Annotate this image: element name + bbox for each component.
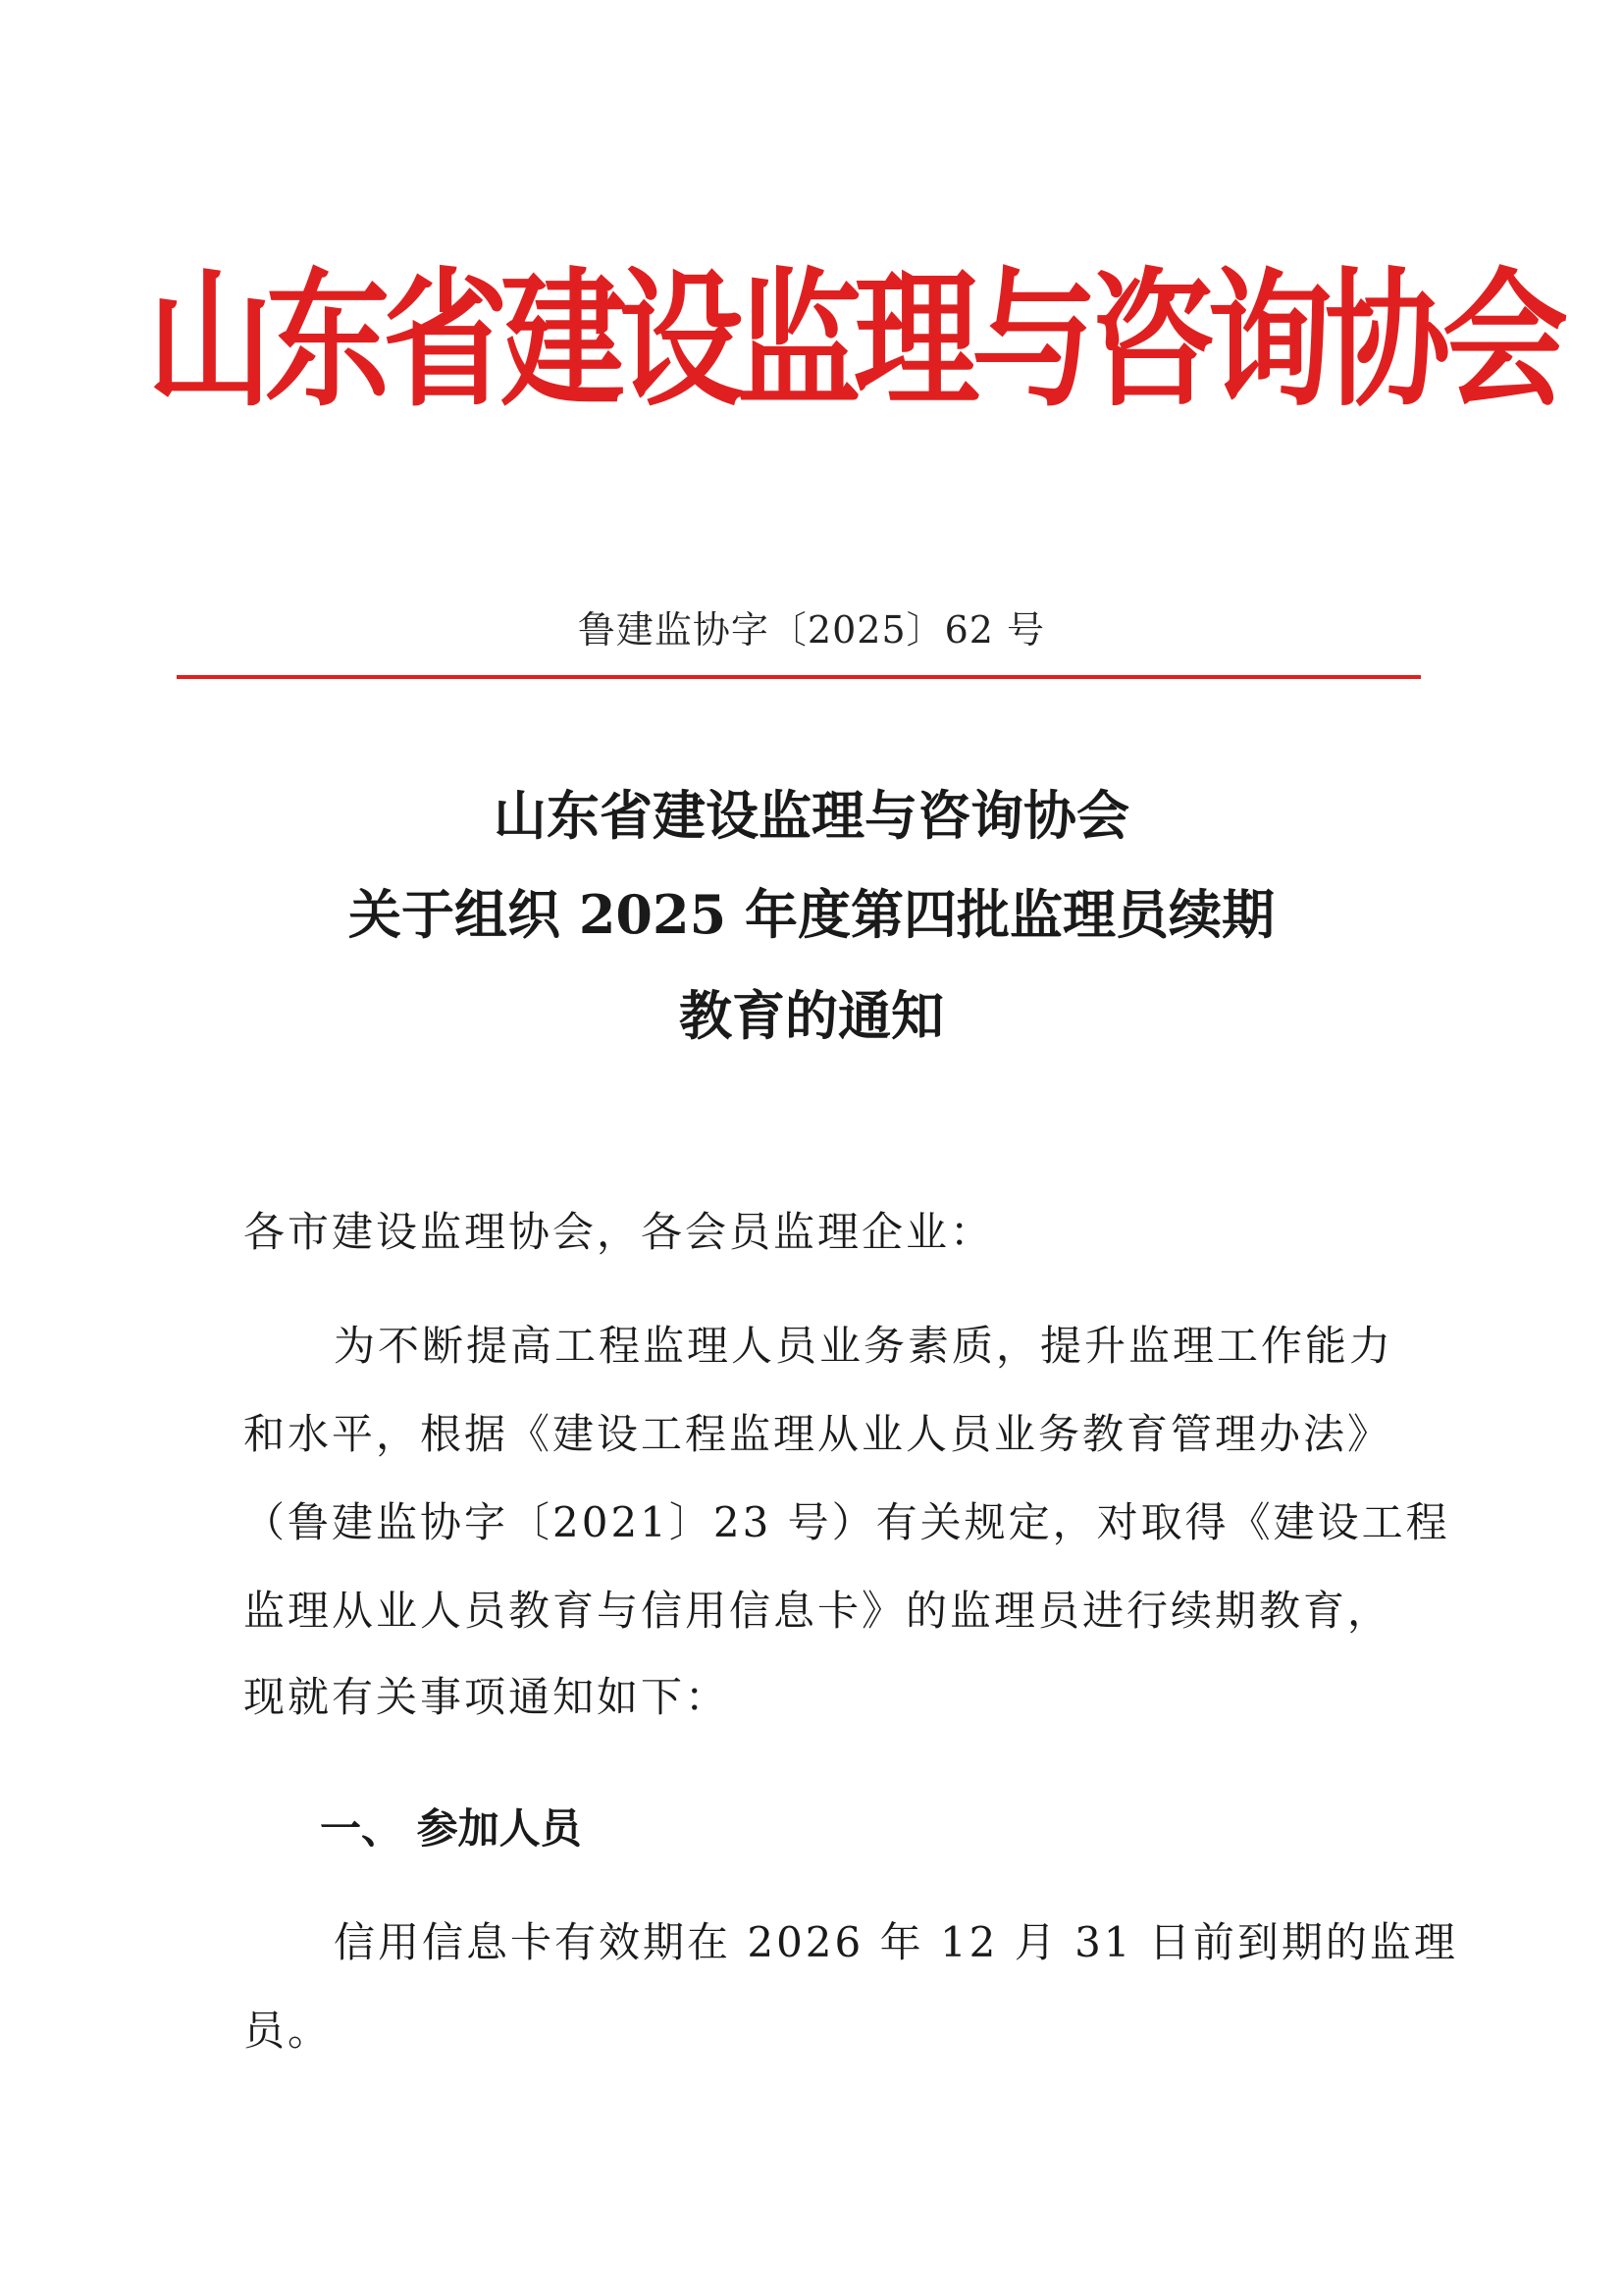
title-line-1: 山东省建设监理与咨询协会 <box>494 784 1129 847</box>
paragraph-line: 监理从业人员教育与信用信息卡》的监理员进行续期教育， <box>243 1587 1392 1635</box>
section-line: 员。 <box>243 2007 333 2055</box>
document-number: 鲁建监协字〔2025〕62 号 <box>577 608 1046 652</box>
paragraph-line: 为不断提高工程监理人员业务素质，提升监理工作能力 <box>334 1322 1394 1370</box>
letterhead-divider <box>177 675 1421 679</box>
paragraph-line: 现就有关事项通知如下： <box>243 1673 730 1721</box>
section-heading: 一、 参加人员 <box>320 1804 582 1852</box>
paragraph-line: （鲁建监协字〔2021〕23 号）有关规定，对取得《建设工程 <box>243 1498 1450 1546</box>
title-line-2: 关于组织 2025 年度第四批监理员续期 <box>348 883 1275 946</box>
section-line: 信用信息卡有效期在 2026 年 12 月 31 日前到期的监理 <box>334 1918 1458 1966</box>
paragraph-line: 和水平，根据《建设工程监理从业人员业务教育管理办法》 <box>243 1410 1392 1458</box>
letterhead-organization: 山东省建设监理与咨询协会 <box>147 254 1561 428</box>
title-line-3: 教育的通知 <box>679 984 944 1047</box>
salutation: 各市建设监理协会，各会员监理企业： <box>243 1208 995 1256</box>
